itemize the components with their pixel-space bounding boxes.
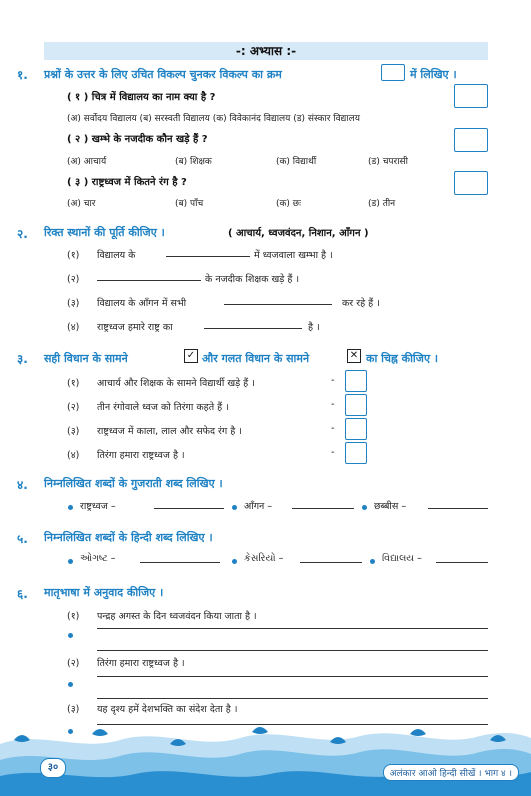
worksheet-page: -: अभ्यास :- १. प्रश्नों के उत्तर के लिए उचित विकल्प चुनकर विकल्प का क्रम में लिखिए । ( १ ) चित्र में विद्यालय का नाम क्या है ? (अ) सर्वोदय विद्यालय (ब) सरस्वती विद्यालय (क) विवेकानंद विद्यालय (ड) संस्कार विद्यालय ( २ ) खम्भे के नजदीक कौन खड़े हैं ? (अ) आचार्य (ब) शिक्षक (क) विद्यार्थी (ड) चपरासी ( ३ ) राष्ट्रध्वज में कितने रंग है ? (अ) चार (ब) पाँच (क) छः (ड) तीन २. रिक्त स्थानों की पूर्ति कीजिए । ( आचार्य, ध्वजवंदन, निशान, आँगन ) (१) विद्यालय के में ध्वजवाला खम्भा है । (२) के नजदीक शिक्षक खड़े हैं । (३) विद्यालय के आँगन में सभी कर रहे हैं । (४) राष्ट्रध्वज हमारे राष्ट्र का है । ३. सही विधान के सामने ✓ और गलत विधान के सामने ✕ का चिह्न कीजिए । (१) आचार्य और शिक्षक के सामने विद्यार्थी खड़े हैं । - (२) तीन रंगोवाले ध्वज को तिरंगा कहते हैं । - (३) राष्ट्रध्वज में काला, लाल और सफेद रंग है । - (४) तिरंगा हमारा राष्ट्रध्वज है । - ४. निम्नलिखित शब्दों के गुजराती शब्द लिखिए । राष्ट्रध्वज – आँगन – छब्बीस – ५. निम्नलिखित शब्दों के हिन्दी शब्द लिखिए । ઓગષ્ટ – કેસરિયો – વિદ્યાલય – ६. मातृभाषा में अनुवाद कीजिए । (१) पन्द्रह अगस्त के दिन ध्वजवंदन किया जाता है । (२) तिरंगा हमारा राष्ट्रध्वज है । (३) यह दृश्य हमें देशभक्ति का संदेश देता है । ३० अलंकार आओ हिन्दी सीखें । भाग ४ । (0, 0, 531, 796)
q3-item-number: (४) (67, 450, 80, 461)
q6-item-number: (१) (67, 611, 80, 622)
exercise-header: -: अभ्यास :- (44, 42, 488, 60)
q4-number: ४. (17, 478, 28, 492)
q2-item-number: (२) (67, 274, 80, 285)
q2-item-post: कर रहे हैं । (342, 298, 380, 309)
q6-item-number: (२) (67, 658, 80, 669)
q2-item-post: है । (308, 322, 320, 333)
q2-item-pre: विद्यालय के आँगन में सभी (97, 298, 187, 309)
q1-part3-option: (क) छः (276, 199, 301, 209)
q3-answer-box[interactable] (345, 394, 367, 416)
q5-blank-2[interactable] (300, 562, 362, 563)
series-title: अलंकार आओ हिन्दी सीखें । भाग ४ । (383, 764, 519, 781)
q3-item-text: तिरंगा हमारा राष्ट्रध्वज है । (97, 450, 185, 461)
bullet-icon (232, 505, 237, 510)
q3-answer-box[interactable] (345, 442, 367, 464)
page-number: ३० (40, 758, 66, 778)
q5-word: ઓગષ્ટ – (80, 553, 116, 564)
q1-part3-option: (ब) पाँच (175, 199, 204, 209)
wave-footer-decoration (0, 722, 531, 796)
q2-blank-2[interactable] (97, 280, 201, 281)
q1-part2-option: (ड) चपरासी (368, 157, 408, 167)
q2-item-pre: राष्ट्रध्वज हमारे राष्ट्र का (97, 322, 173, 333)
q2-item-post: में ध्वजवाला खम्भा है । (254, 250, 333, 261)
q4-title: निम्नलिखित शब्दों के गुजराती शब्द लिखिए । (44, 477, 223, 490)
q5-word: વિદ્યાલય – (382, 553, 422, 564)
q3-title-b: और गलत विधान के सामने (202, 352, 310, 365)
q4-word: आँगन – (244, 501, 273, 512)
q1-title: प्रश्नों के उत्तर के लिए उचित विकल्प चुनकर विकल्प का क्रम (44, 68, 282, 81)
q3-item-text: तीन रंगोवाले ध्वज को तिरंगा कहते हैं । (97, 402, 229, 413)
q3-item-number: (३) (67, 426, 80, 437)
q5-title: निम्नलिखित शब्दों के हिन्दी शब्द लिखिए । (44, 531, 213, 544)
bullet-icon (232, 559, 237, 564)
q3-item-text: आचार्य और शिक्षक के सामने विद्यार्थी खड़े हैं । (97, 378, 255, 389)
q1-part3-option: (ड) तीन (368, 199, 396, 209)
q4-blank-3[interactable] (428, 508, 488, 509)
q1-part1-options: (अ) सर्वोदय विद्यालय (ब) सरस्वती विद्यालय (क) विवेकानंद विद्यालय (ड) संस्कार विद्यालय (67, 114, 360, 124)
q1-part3-option: (अ) चार (67, 199, 96, 209)
q1-number: १. (17, 68, 28, 82)
q1-title-suffix: में लिखिए । (410, 68, 457, 81)
q6-item-number: (३) (67, 704, 80, 715)
q1-part2-answer-box[interactable] (454, 128, 488, 152)
q5-blank-3[interactable] (436, 562, 488, 563)
q1-part1-label: ( १ ) चित्र में विद्यालय का नाम क्या है ? (67, 92, 216, 103)
bullet-icon (370, 559, 375, 564)
q6-line-2b[interactable] (97, 698, 488, 699)
q2-word-bank: ( आचार्य, ध्वजवंदन, निशान, आँगन ) (228, 228, 369, 239)
q2-blank-1[interactable] (166, 256, 250, 257)
q2-item-number: (३) (67, 298, 80, 309)
q2-number: २. (17, 227, 28, 241)
q4-blank-1[interactable] (154, 508, 224, 509)
q1-part2-option: (क) विद्यार्थी (276, 157, 317, 167)
q6-line-2a[interactable] (97, 676, 488, 677)
q6-title: मातृभाषा में अनुवाद कीजिए । (44, 586, 164, 599)
q6-item-text: यह दृश्य हमें देशभक्ति का संदेश देता है । (97, 704, 238, 715)
q5-blank-1[interactable] (140, 562, 220, 563)
q5-number: ५. (17, 532, 28, 546)
q2-item-number: (४) (67, 322, 80, 333)
q1-part2-option: (ब) शिक्षक (175, 157, 212, 167)
q3-answer-box[interactable] (345, 418, 367, 440)
q6-item-text: तिरंगा हमारा राष्ट्रध्वज है । (97, 658, 185, 669)
q2-item-number: (१) (67, 250, 80, 261)
q2-item-pre: विद्यालय के (97, 250, 136, 261)
cross-icon: ✕ (347, 349, 361, 363)
q6-line-1a[interactable] (97, 628, 488, 629)
q1-part2-option: (अ) आचार्य (67, 157, 107, 167)
q2-blank-4[interactable] (204, 328, 302, 329)
q2-item-post: के नजदीक शिक्षक खड़े हैं । (205, 274, 300, 285)
q3-answer-box[interactable] (345, 370, 367, 392)
q6-line-1b[interactable] (97, 650, 488, 651)
bullet-icon (68, 559, 73, 564)
q1-part1-answer-box[interactable] (454, 84, 488, 108)
q3-number: ३. (17, 352, 28, 366)
q6-item-text: पन्द्रह अगस्त के दिन ध्वजवंदन किया जाता है । (97, 611, 257, 622)
q5-word: કેસરિયો – (244, 553, 284, 564)
bullet-icon (362, 505, 367, 510)
q1-part2-label: ( २ ) खम्भे के नजदीक कौन खड़े हैं ? (67, 134, 208, 145)
q1-part3-label: ( ३ ) राष्ट्रध्वज में कितने रंग है ? (67, 177, 187, 188)
bullet-icon (68, 633, 73, 638)
q2-title: रिक्त स्थानों की पूर्ति कीजिए । (44, 226, 165, 239)
q3-item-number: (२) (67, 402, 80, 413)
tick-icon: ✓ (184, 349, 198, 363)
q3-item-number: (१) (67, 378, 80, 389)
q3-title-c: का चिह्न कीजिए । (366, 352, 439, 365)
bullet-icon (68, 505, 73, 510)
q4-word: छब्बीस – (374, 501, 407, 512)
q2-blank-3[interactable] (224, 304, 332, 305)
q4-blank-2[interactable] (292, 508, 354, 509)
bullet-icon (68, 682, 73, 687)
q1-part3-answer-box[interactable] (454, 171, 488, 195)
q3-title-a: सही विधान के सामने (44, 352, 128, 365)
q3-item-text: राष्ट्रध्वज में काला, लाल और सफेद रंग है । (97, 426, 242, 437)
q6-number: ६. (17, 587, 28, 601)
q4-word: राष्ट्रध्वज – (80, 501, 116, 512)
q1-answer-box-sample (381, 64, 405, 81)
